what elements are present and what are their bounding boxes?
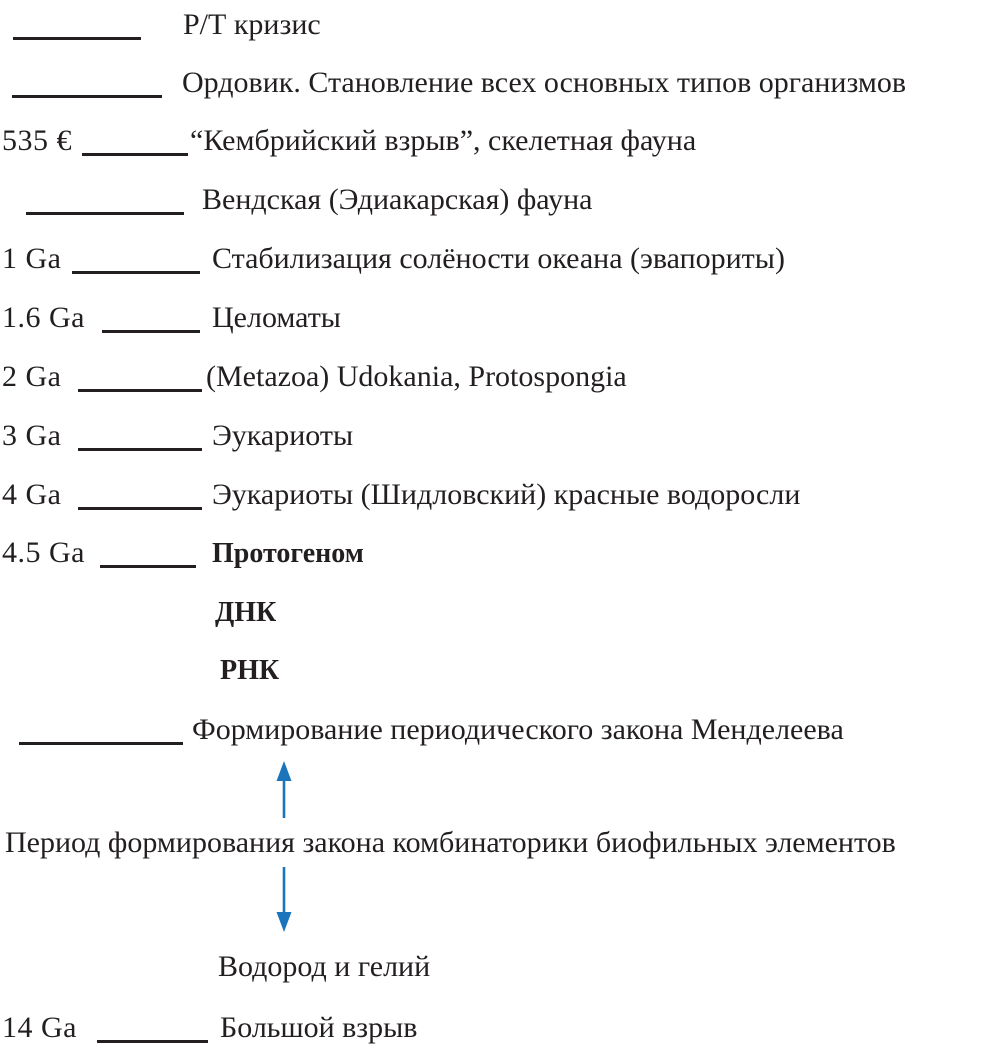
blank-line [13, 37, 141, 40]
time-label: 4.5 Ga [2, 536, 85, 569]
blank-line [102, 330, 200, 333]
blank-line [12, 95, 162, 98]
time-label: 3 Ga [2, 419, 62, 452]
time-label: 535 € [2, 124, 72, 157]
event-label: ДНК [215, 597, 277, 628]
event-label: РНК [220, 655, 280, 686]
event-label: (Metazoa) Udokania, Protospongia [206, 360, 627, 393]
blank-line [72, 271, 200, 274]
event-label: Стабилизация солёности океана (эвапориты) [212, 242, 785, 275]
event-label: Ордовик. Становление всех основных типов организмов [182, 66, 907, 99]
event-label: Вендская (Эдиакарская) фауна [202, 183, 593, 216]
event-label: Период формирования закона комбинаторики биофильных элементов [5, 826, 896, 859]
blank-line [97, 1040, 208, 1043]
down-arrow-icon [272, 866, 296, 932]
time-label: 2 Ga [2, 360, 62, 393]
up-arrow-icon [272, 761, 296, 819]
time-label: 14 Ga [2, 1011, 77, 1044]
event-label: Эукариоты [212, 419, 354, 452]
event-label: Целоматы [212, 301, 341, 334]
event-label: Формирование периодического закона Менделеева [192, 713, 844, 746]
blank-line [78, 448, 202, 451]
event-label: Большой взрыв [220, 1011, 418, 1044]
event-label: “Кембрийский взрыв”, скелетная фауна [190, 124, 697, 157]
blank-line [26, 212, 184, 215]
blank-line [100, 565, 196, 568]
blank-line [19, 742, 183, 745]
event-label: Эукариоты (Шидловский) красные водоросли [212, 478, 801, 511]
time-label: 1 Ga [2, 242, 62, 275]
blank-line [78, 507, 202, 510]
event-label: Водород и гелий [218, 950, 431, 983]
event-label: Протогеном [212, 538, 364, 569]
time-label: 1.6 Ga [2, 301, 85, 334]
event-label: Р/Т кризис [183, 8, 321, 41]
time-label: 4 Ga [2, 478, 62, 511]
blank-line [78, 389, 202, 392]
blank-line [82, 153, 188, 156]
